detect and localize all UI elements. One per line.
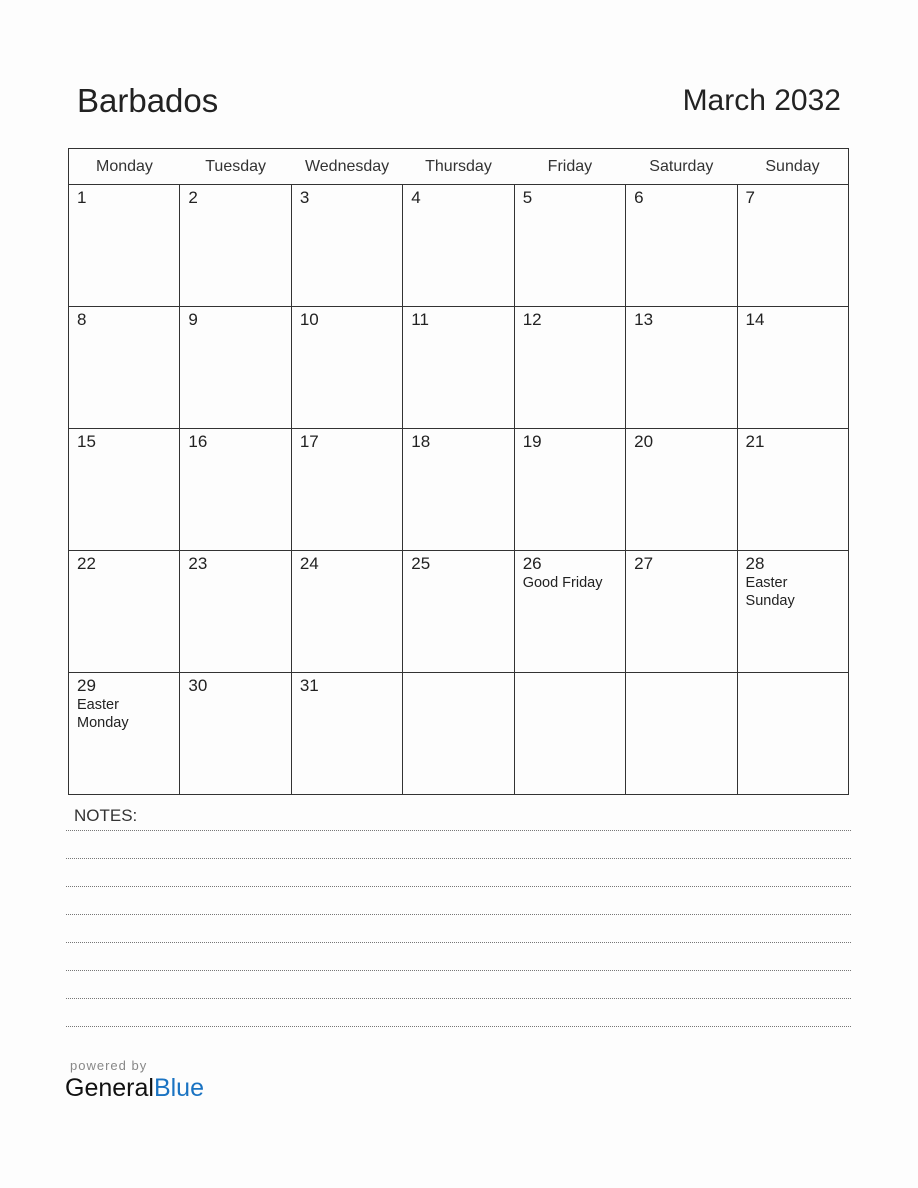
- notes-line: [66, 914, 851, 915]
- week-row: [69, 185, 849, 307]
- day-number: 16: [188, 432, 208, 451]
- day-cell: [626, 307, 737, 429]
- calendar-country-title: Barbados: [77, 82, 219, 119]
- empty-cell: [403, 673, 514, 795]
- day-cell: [737, 185, 848, 307]
- day-number: 4: [411, 188, 421, 207]
- day-cell: [514, 551, 625, 673]
- day-cell: [514, 185, 625, 307]
- day-cell: [69, 673, 180, 795]
- day-number: 26: [522, 554, 542, 573]
- day-cell: [69, 307, 180, 429]
- notes-line: [66, 942, 851, 943]
- generalblue-logo: [65, 1074, 204, 1103]
- day-number: 8: [77, 310, 87, 329]
- week-row: [69, 673, 849, 795]
- day-number: 14: [745, 310, 765, 329]
- day-cell: [403, 307, 514, 429]
- notes-line: [66, 830, 851, 831]
- day-number: 17: [299, 432, 319, 451]
- weekday-tuesday: Tuesday: [180, 149, 291, 185]
- weekday-monday: Monday: [69, 149, 180, 185]
- day-cell: [180, 673, 291, 795]
- day-cell: [626, 429, 737, 551]
- day-number: 5: [522, 188, 533, 207]
- day-number: 12: [522, 310, 542, 329]
- notes-line: [66, 858, 851, 859]
- notes-line: [66, 1026, 851, 1027]
- notes-line: [66, 970, 851, 971]
- day-number: 9: [188, 310, 198, 329]
- day-cell: [291, 551, 402, 673]
- day-cell: [737, 429, 848, 551]
- day-cell: [403, 185, 514, 307]
- day-number: 22: [77, 554, 96, 573]
- day-cell: [291, 185, 402, 307]
- day-cell: [291, 673, 402, 795]
- logo-general: General: [65, 1074, 154, 1102]
- day-number: 19: [522, 432, 542, 451]
- day-cell: [626, 551, 737, 673]
- day-cell: [180, 185, 291, 307]
- day-number: 2: [188, 188, 198, 207]
- day-cell: [737, 551, 848, 673]
- day-number: 31: [299, 676, 319, 695]
- day-cell: [69, 429, 180, 551]
- day-number: 20: [634, 432, 654, 451]
- day-cell: [69, 551, 180, 673]
- day-number: 10: [299, 310, 319, 329]
- day-number: 28: [745, 554, 765, 573]
- day-number: 15: [77, 432, 96, 451]
- day-cell: [403, 551, 514, 673]
- empty-cell: [514, 673, 625, 795]
- day-cell: [180, 551, 291, 673]
- day-number: 27: [634, 554, 654, 573]
- week-row: [69, 429, 849, 551]
- calendar-grid: [68, 148, 849, 795]
- holiday-label: Easter Monday: [77, 697, 129, 731]
- day-number: 11: [411, 310, 429, 329]
- day-cell: [737, 307, 848, 429]
- weekday-header-row: [69, 149, 849, 185]
- week-row: [69, 551, 849, 673]
- day-cell: [626, 185, 737, 307]
- day-cell: [69, 185, 180, 307]
- day-number: 25: [411, 554, 431, 573]
- weekday-wednesday: Wednesday: [291, 149, 402, 185]
- weekday-thursday: Thursday: [403, 149, 514, 185]
- day-cell: [291, 307, 402, 429]
- day-cell: [514, 429, 625, 551]
- day-number: 6: [634, 188, 644, 207]
- powered-by-text: powered by: [70, 1058, 148, 1073]
- weekday-friday: Friday: [514, 149, 625, 185]
- holiday-label: Easter Sunday: [745, 575, 795, 609]
- day-cell: [180, 307, 291, 429]
- day-number: 3: [299, 188, 310, 207]
- weekday-saturday: Saturday: [626, 149, 737, 185]
- day-number: 24: [299, 554, 319, 573]
- holiday-label: Good Friday: [522, 575, 603, 591]
- day-number: 23: [188, 554, 208, 573]
- day-cell: [403, 429, 514, 551]
- day-cell: [514, 307, 625, 429]
- notes-line: [66, 886, 851, 887]
- weekday-sunday: Sunday: [737, 149, 848, 185]
- day-number: 1: [77, 188, 87, 207]
- day-number: 7: [745, 188, 755, 207]
- day-cell: [180, 429, 291, 551]
- empty-cell: [737, 673, 848, 795]
- logo-blue: Blue: [153, 1074, 204, 1102]
- day-number: 29: [77, 676, 96, 695]
- day-number: 30: [188, 676, 208, 695]
- empty-cell: [626, 673, 737, 795]
- notes-label: NOTES:: [74, 806, 138, 825]
- notes-line: [66, 998, 851, 999]
- day-cell: [291, 429, 402, 551]
- day-number: 21: [745, 432, 765, 451]
- calendar-month-title: March 2032: [682, 84, 841, 117]
- week-row: [69, 307, 849, 429]
- day-number: 13: [634, 310, 654, 329]
- day-number: 18: [411, 432, 431, 451]
